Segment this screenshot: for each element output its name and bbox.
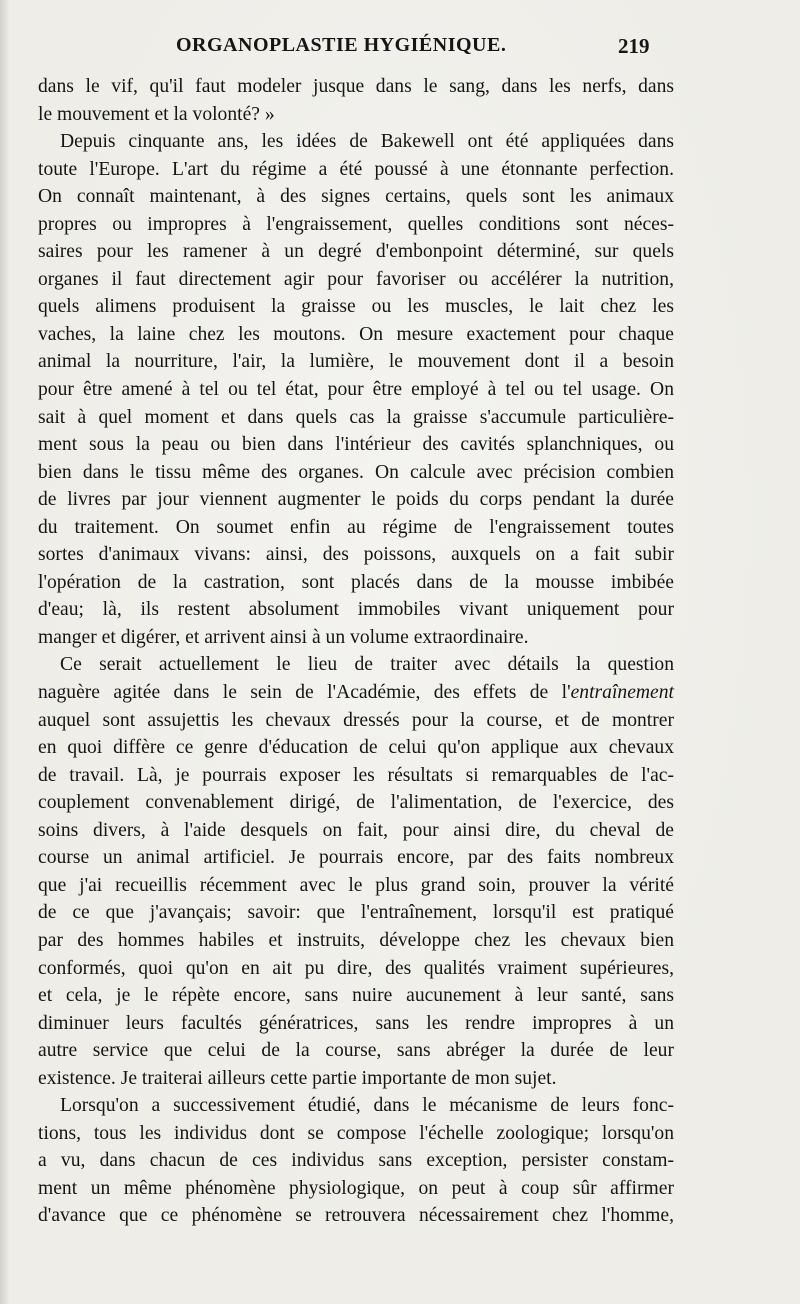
text-line: existence. Je traiterai ailleurs cette partie importante de mon sujet. xyxy=(38,1067,557,1089)
text-line: diminuer leurs facultés génératrices, sans les rendre impropres à un xyxy=(38,1012,674,1034)
text-line: organes il faut directement agir pour favoriser ou accélérer la nutrition, xyxy=(38,268,674,290)
text-line: manger et digérer, et arrivent ainsi à un volume extraordinaire. xyxy=(38,626,529,648)
text-line: bien dans le tissu même des organes. On calcule avec précision combien xyxy=(38,461,674,483)
text-line: de ce que j'avançais; savoir: que l'entraînement, lorsqu'il est pratiqué xyxy=(38,902,674,924)
text-line: pour être amené à tel ou tel état, pour être employé à tel ou tel usage. On xyxy=(38,379,674,401)
paragraph-start-line: Lorsqu'on a successivement étudié, dans le mécanisme de leurs fonc- xyxy=(60,1095,674,1117)
text-line: toute l'Europe. L'art du régime a été poussé à une étonnante perfection. xyxy=(38,158,674,180)
text-line: d'avance que ce phénomène se retrouvera nécessairement chez l'homme, xyxy=(38,1205,674,1227)
text-line: du traitement. On soumet enfin au régime de l'engraissement toutes xyxy=(38,516,674,538)
text-line: par des hommes habiles et instruits, développe chez les chevaux bien xyxy=(38,929,674,951)
text-line: conformés, quoi qu'on en ait pu dire, des qualités vraiment supérieures, xyxy=(38,957,674,979)
text-line: ment sous la peau ou bien dans l'intérieur des cavités splanchniques, ou xyxy=(38,434,674,456)
text-line: d'eau; là, ils restent absolument immobiles vivant uniquement pour xyxy=(38,599,674,621)
text-line: sortes d'animaux vivans: ainsi, des poissons, auxquels on a fait subir xyxy=(38,544,674,566)
paragraph-start-line: Ce serait actuellement le lieu de traiter avec détails la question xyxy=(60,654,674,676)
text-line: saires pour les ramener à un degré d'embonpoint déterminé, sur quels xyxy=(38,241,674,263)
text-line: dans le vif, qu'il faut modeler jusque dans le sang, dans les nerfs, dans xyxy=(38,76,674,97)
text-line: auquel sont assujettis les chevaux dressés pour la course, et de montrer xyxy=(38,709,674,731)
body-text xyxy=(38,73,674,1230)
text-line: tions, tous les individus dont se compose l'échelle zoologique; lorsqu'on xyxy=(38,1122,674,1144)
page-edge-shadow xyxy=(0,0,10,1304)
text-line: couplement convenablement dirigé, de l'alimentation, de l'exercice, des xyxy=(38,792,674,814)
text-segment: naguère agitée dans le sein de l'Académie, des effets de l' xyxy=(38,682,571,704)
text-line: course un animal artificiel. Je pourrais encore, par des faits nombreux xyxy=(38,847,674,869)
text-line: autre service que celui de la course, sans abréger la durée de leur xyxy=(38,1040,674,1062)
text-line: soins divers, à l'aide desquels on fait, pour ainsi dire, du cheval de xyxy=(38,819,674,841)
text-line: a vu, dans chacun de ces individus sans exception, persister constam- xyxy=(38,1150,674,1172)
text-line: On connaît maintenant, à des signes certains, quels sont les animaux xyxy=(38,186,674,208)
page-header xyxy=(0,34,800,64)
italic-term: entraînement xyxy=(570,682,674,704)
text-line: en quoi diffère ce genre d'éducation de celui qu'on applique aux chevaux xyxy=(38,737,674,759)
text-line: et cela, je le répète encore, sans nuire aucunement à leur santé, sans xyxy=(38,985,674,1007)
text-line: l'opération de la castration, sont placés dans de la mousse imbibée xyxy=(38,571,674,593)
paragraph-start-line: Depuis cinquante ans, les idées de Bakewell ont été appliquées dans xyxy=(60,131,674,153)
text-line: de livres par jour viennent augmenter le poids du corps pendant la durée xyxy=(38,489,674,511)
text-line: ment un même phénomène physiologique, on peut à coup sûr affirmer xyxy=(38,1177,674,1199)
text-line: sait à quel moment et dans quels cas la graisse s'accumule particulière- xyxy=(38,406,674,428)
running-title: ORGANOPLASTIE HYGIÉNIQUE. xyxy=(176,34,507,56)
text-line: vaches, la laine chez les moutons. On mesure exactement pour chaque xyxy=(38,323,674,345)
text-line: animal la nourriture, l'air, la lumière, le mouvement dont il a besoin xyxy=(38,351,674,373)
text-line: le mouvement et la volonté? » xyxy=(38,103,275,125)
text-line-with-italic xyxy=(38,679,674,707)
text-line: quels alimens produisent la graisse ou les muscles, le lait chez les xyxy=(38,296,674,318)
text-line: de travail. Là, je pourrais exposer les résultats si remarquables de l'ac- xyxy=(38,764,674,786)
page-number: 219 xyxy=(618,34,650,58)
text-line: que j'ai recueillis récemment avec le plus grand soin, prouver la vérité xyxy=(38,874,674,896)
text-line: propres ou impropres à l'engraissement, quelles conditions sont néces- xyxy=(38,213,674,235)
